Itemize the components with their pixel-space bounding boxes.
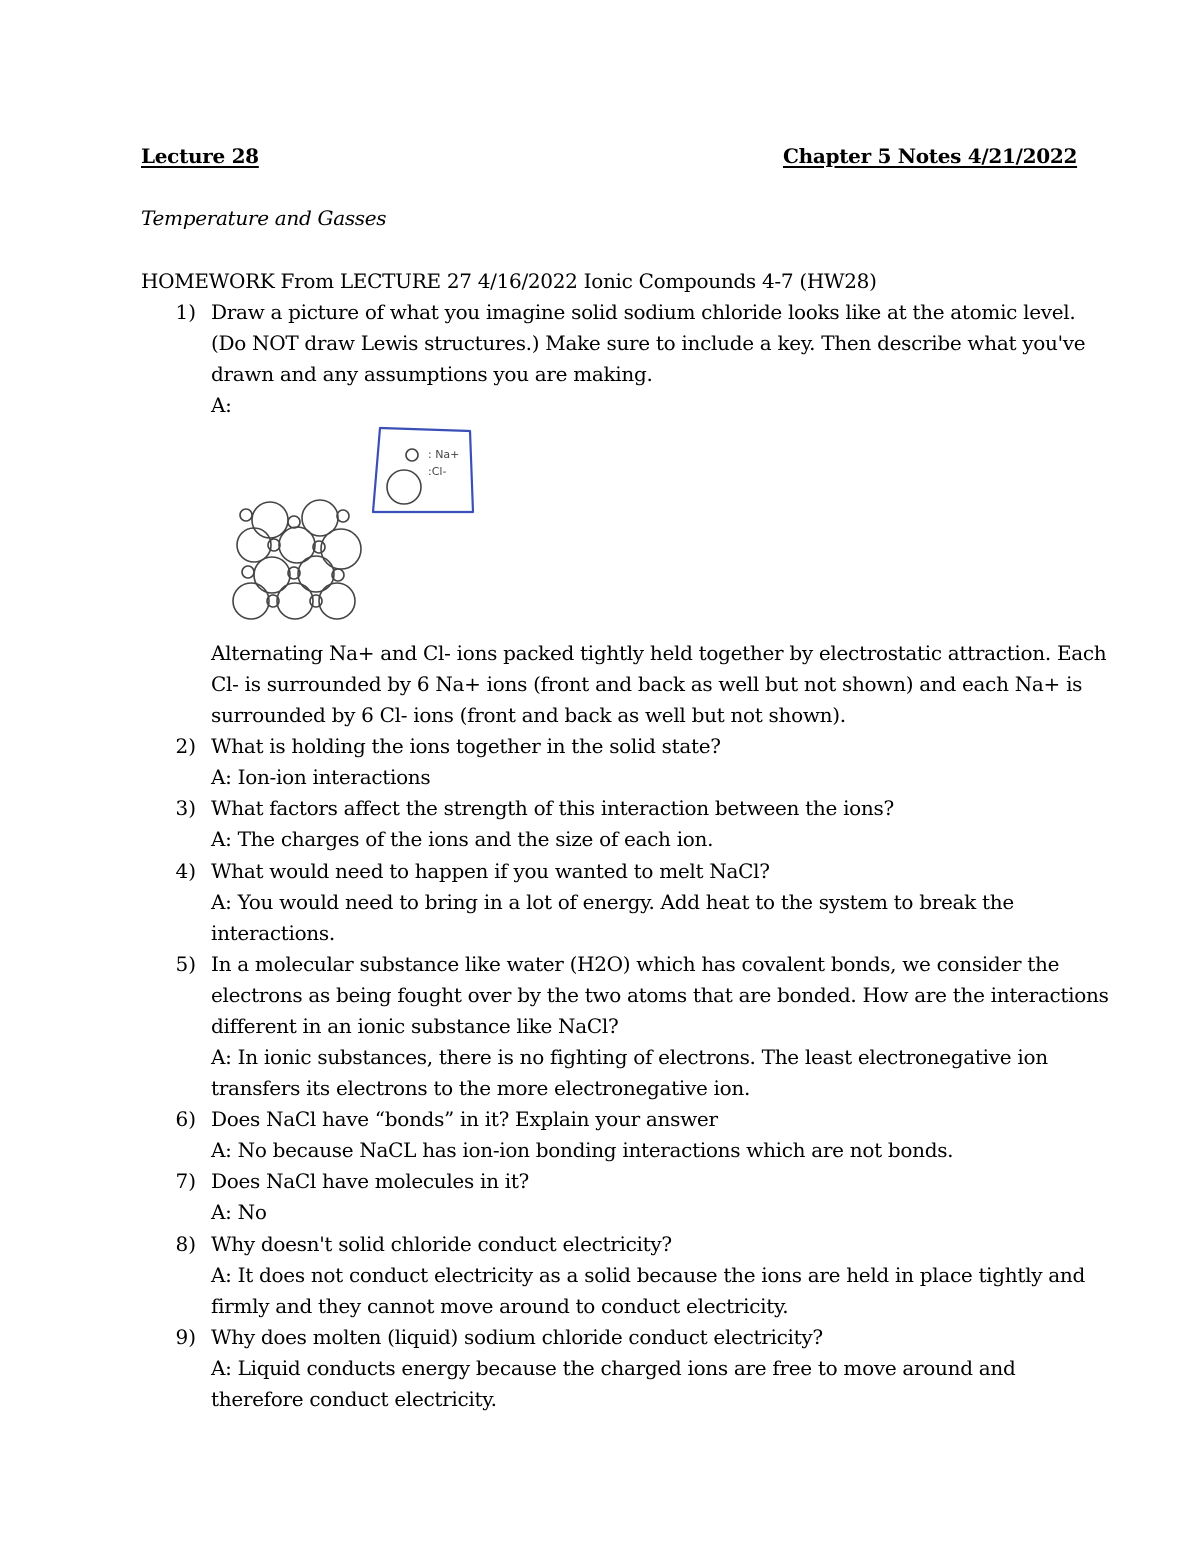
na-ion	[242, 566, 254, 578]
key-na-icon	[406, 449, 418, 461]
cl-ion	[319, 583, 355, 619]
item-number: 2)	[175, 734, 196, 758]
item-line: Draw a picture of what you imagine solid sodium chloride looks like at the atomic level.	[211, 300, 1076, 324]
cl-ion	[321, 529, 361, 569]
subtitle: Temperature and Gasses	[141, 206, 387, 230]
item-line: What is holding the ions together in the solid state?	[211, 734, 721, 758]
item-number: 1)	[175, 300, 196, 324]
item-line: Why does molten (liquid) sodium chloride conduct electricity?	[211, 1325, 823, 1349]
item-line: A: The charges of the ions and the size of each ion.	[211, 827, 714, 851]
cl-ion	[237, 528, 271, 562]
item-line: A: Liquid conducts energy because the charged ions are free to move around and	[211, 1356, 1016, 1380]
item-number: 4)	[175, 859, 196, 883]
item-line: A:	[211, 393, 232, 417]
item-line: Does NaCl have molecules in it?	[211, 1169, 529, 1193]
na-ion	[288, 516, 300, 528]
cl-ion	[233, 583, 269, 619]
item-number: 5)	[175, 952, 196, 976]
item-line: drawn and any assumptions you are making.	[211, 362, 653, 386]
cl-ion	[252, 502, 288, 538]
item-number: 7)	[175, 1169, 196, 1193]
item-line: firmly and they cannot move around to conduct electricity.	[211, 1294, 789, 1318]
cl-ion	[298, 556, 334, 592]
key-cl-icon	[387, 470, 421, 504]
item-line: A: You would need to bring in a lot of energy. Add heat to the system to break the	[211, 890, 1014, 914]
cl-ion	[254, 557, 290, 593]
key-na-label: : Na+	[428, 448, 460, 461]
item-line: interactions.	[211, 921, 335, 945]
na-ion	[240, 509, 252, 521]
item-line: therefore conduct electricity.	[211, 1387, 497, 1411]
homework-heading: HOMEWORK From LECTURE 27 4/16/2022 Ionic Compounds 4-7 (HW28)	[141, 269, 877, 293]
cl-ion	[277, 583, 313, 619]
item-number: 8)	[175, 1232, 196, 1256]
item-line: In a molecular substance like water (H2O) which has covalent bonds, we consider the	[211, 952, 1060, 976]
item-line: A: In ionic substances, there is no fighting of electrons. The least electronegative ion	[211, 1045, 1048, 1069]
key-box	[373, 428, 473, 512]
item-line: (Do NOT draw Lewis structures.) Make sure to include a key. Then describe what you've	[211, 331, 1086, 355]
item-line: A: No	[211, 1200, 267, 1224]
item-number: 3)	[175, 796, 196, 820]
item-number: 6)	[175, 1107, 196, 1131]
item-line: What would need to happen if you wanted to melt NaCl?	[211, 859, 770, 883]
item-line: A: No because NaCL has ion-ion bonding interactions which are not bonds.	[211, 1138, 954, 1162]
item-line: What factors affect the strength of this interaction between the ions?	[211, 796, 894, 820]
item-line: Why doesn't solid chloride conduct electricity?	[211, 1232, 672, 1256]
item-line: different in an ionic substance like NaCl?	[211, 1014, 619, 1038]
item-answer-line: surrounded by 6 Cl- ions (front and back as well but not shown).	[211, 703, 846, 727]
na-ion	[310, 595, 322, 607]
item-line: A: It does not conduct electricity as a solid because the ions are held in place tightly and	[211, 1263, 1085, 1287]
na-ion	[337, 510, 349, 522]
key-cl-label: :Cl-	[428, 465, 447, 478]
item-line: Does NaCl have “bonds” in it? Explain your answer	[211, 1107, 718, 1131]
item-number: 9)	[175, 1325, 196, 1349]
nacl-lattice-drawing	[220, 420, 490, 625]
item-line: A: Ion-ion interactions	[211, 765, 431, 789]
item-answer-line: Alternating Na+ and Cl- ions packed tightly held together by electrostatic attraction. Each	[211, 641, 1107, 665]
item-line: electrons as being fought over by the two atoms that are bonded. How are the interactions	[211, 983, 1109, 1007]
item-line: transfers its electrons to the more electronegative ion.	[211, 1076, 751, 1100]
item-answer-line: Cl- is surrounded by 6 Na+ ions (front and back as well but not shown) and each Na+ is	[211, 672, 1083, 696]
chapter-title: Chapter 5 Notes 4/21/2022	[783, 144, 1078, 168]
lecture-title: Lecture 28	[141, 144, 259, 168]
